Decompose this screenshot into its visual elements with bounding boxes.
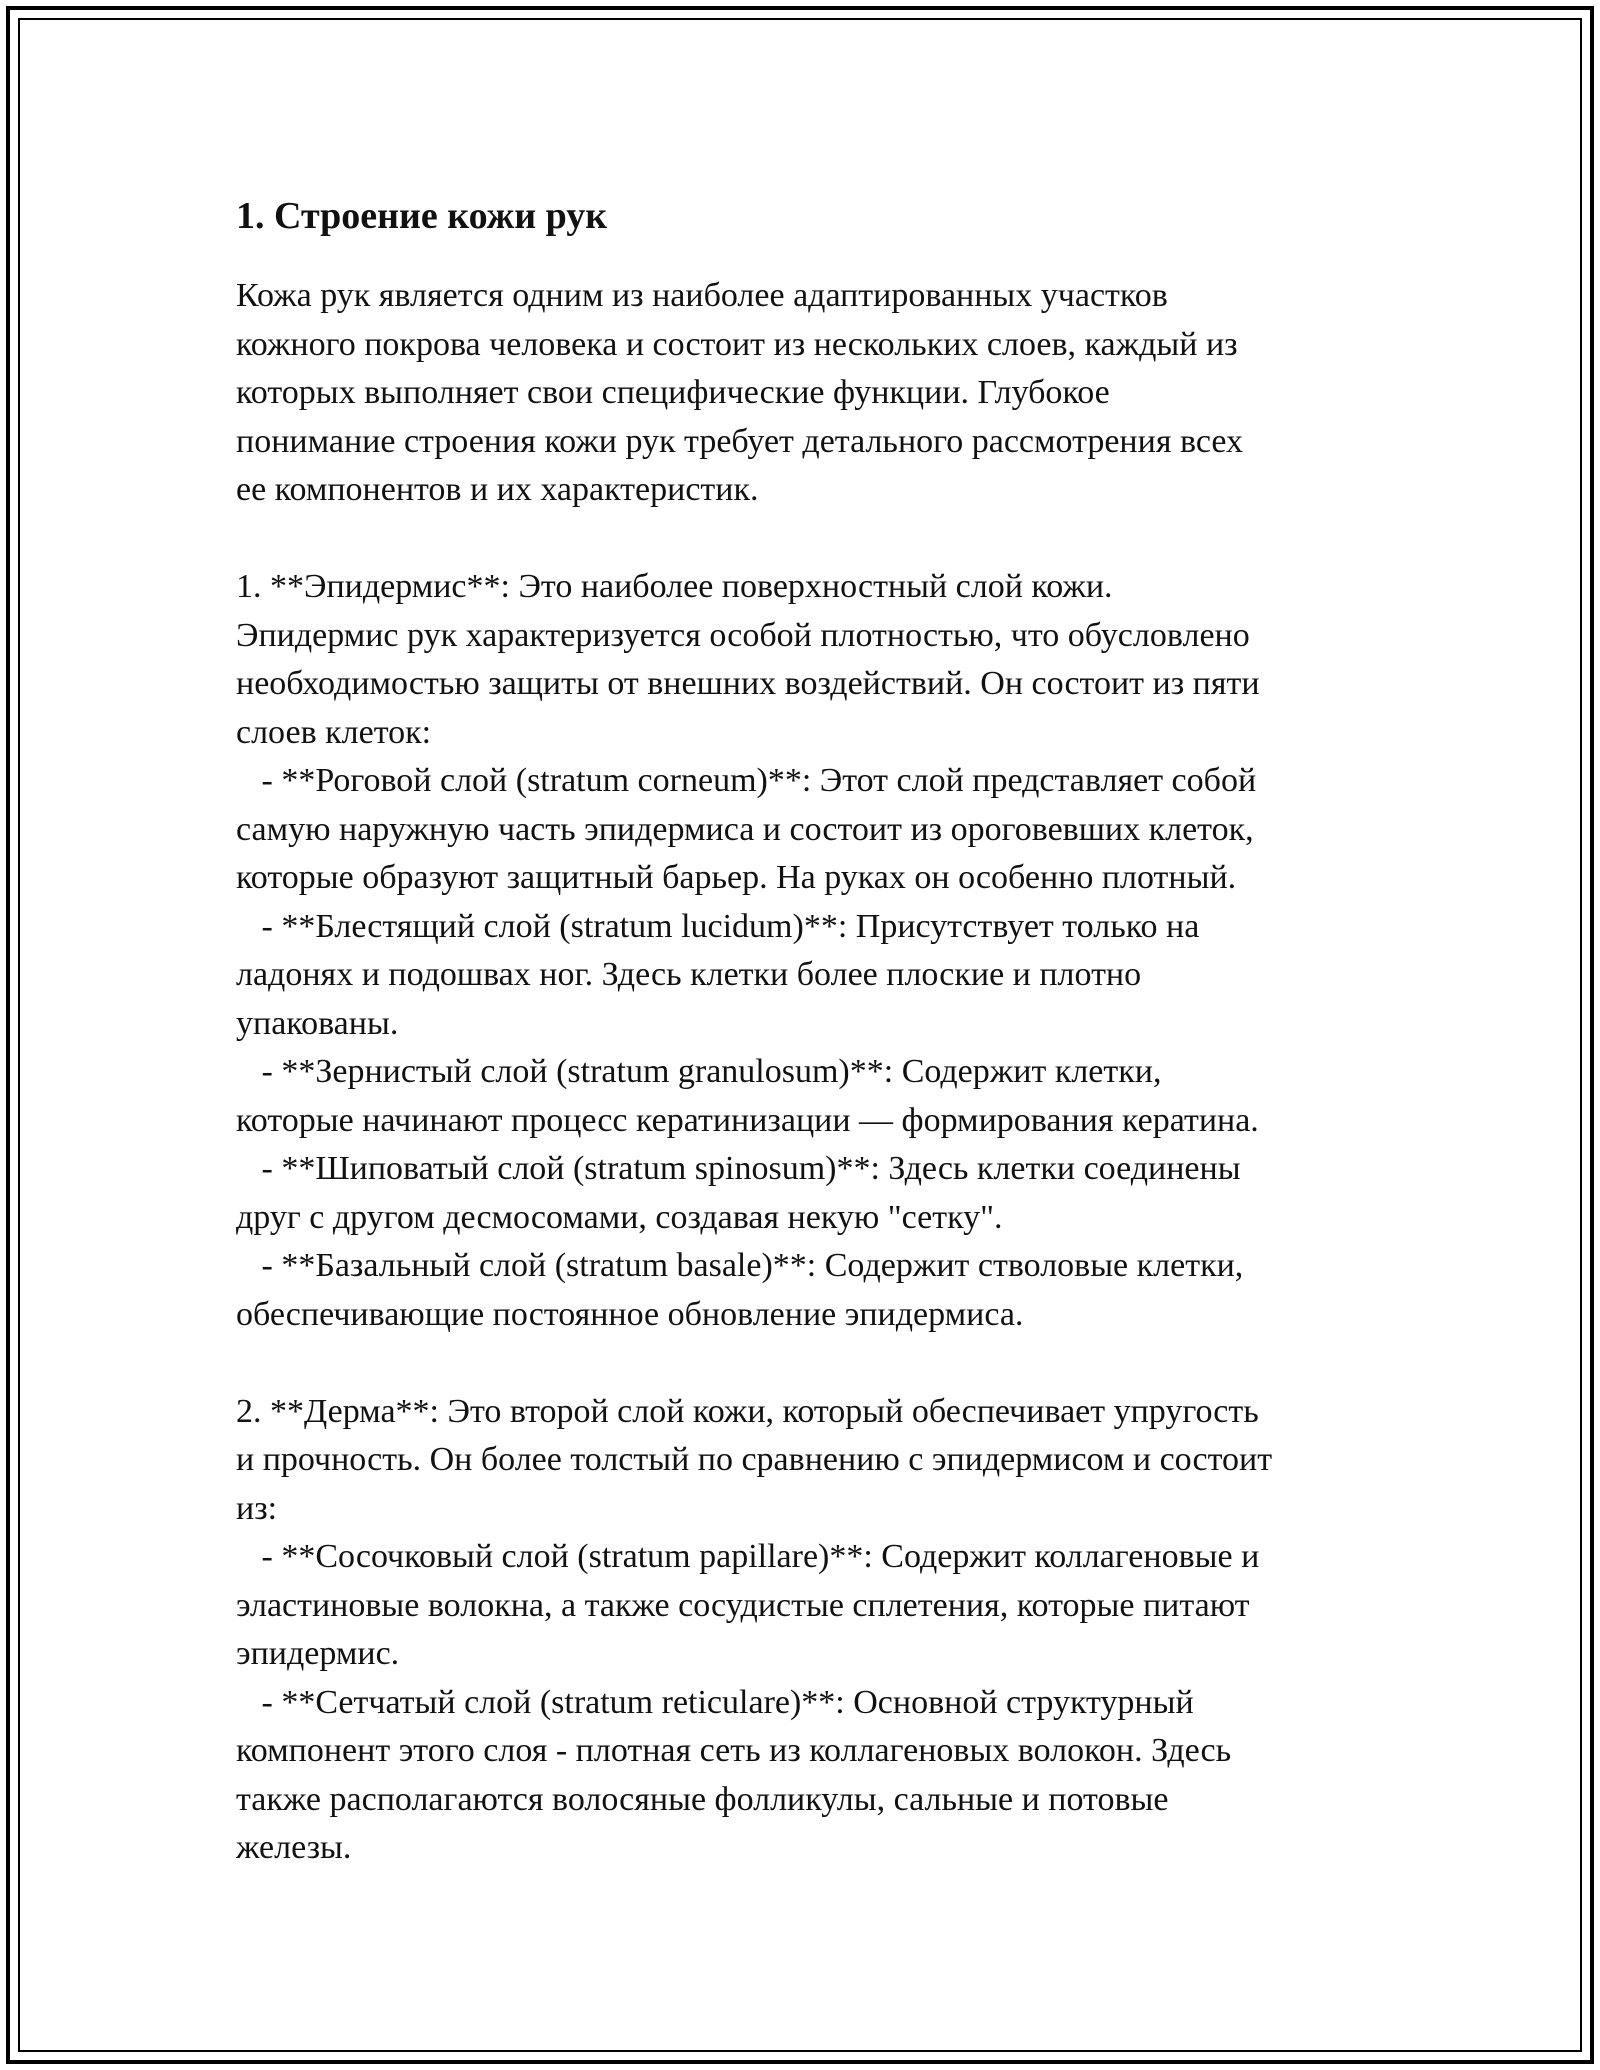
text-line: обеспечивающие постоянное обновление эпидермиса. (236, 1295, 1024, 1333)
text-line: - **Роговой слой (stratum corneum)**: Этот слой представляет собой (236, 762, 1257, 799)
text-line: ее компонентов и их характеристик. (236, 471, 759, 508)
text-line: самую наружную часть эпидермиса и состоит из ороговевших клеток, (236, 810, 1254, 848)
text-line: ладонях и подошвах ног. Здесь клетки более плоские и плотно (236, 956, 1142, 993)
text-line: 2. **Дерма**: Это второй слой кожи, который обеспечивает упругость (236, 1392, 1259, 1430)
text-line: также располагаются волосяные фолликулы, сальные и потовые (236, 1780, 1169, 1818)
text-line: железы. (236, 1829, 352, 1866)
text-line: понимание строения кожи рук требует детального рассмотрения всех (236, 422, 1243, 460)
text-line: 1. **Эпидермис**: Это наиболее поверхностный слой кожи. (236, 568, 1113, 605)
text-line: компонент этого слоя - плотная сеть из коллагеновых волокон. Здесь (236, 1732, 1232, 1769)
text-line: - **Сосочковый слой (stratum papillare)**: Содержит коллагеновые и (236, 1538, 1260, 1575)
text-line: - **Шиповатый слой (stratum spinosum)**: Здесь клетки соединены (236, 1150, 1241, 1187)
text-line: эластиновые волокна, а также сосудистые сплетения, которые питают (236, 1586, 1250, 1624)
text-line: необходимостью защиты от внешних воздействий. Он состоит из пяти (236, 665, 1260, 702)
text-line: - **Сетчатый слой (stratum reticulare)**: Основной структурный (236, 1683, 1194, 1721)
blank-line (236, 1339, 1386, 1388)
text-line: друг с другом десмосомами, создавая некую "сетку". (236, 1198, 1003, 1236)
text-line: из: (236, 1489, 278, 1527)
text-line: - **Блестящий слой (stratum lucidum)**: Присутствует только на (236, 907, 1200, 945)
document-page (236, 192, 1386, 1873)
text-line: Эпидермис рук характеризуется особой плотностью, что обусловлено (236, 616, 1250, 654)
text-line: кожного покрова человека и состоит из нескольких слоев, каждый из (236, 325, 1238, 363)
text-line: слоев клеток: (236, 713, 432, 751)
text-line: которые образуют защитный барьер. На руках он особенно плотный. (236, 859, 1237, 896)
text-line: которых выполняет свои специфические функции. Глубокое (236, 374, 1110, 411)
text-line: - **Зернистый слой (stratum granulosum)**: Содержит клетки, (236, 1053, 1162, 1090)
blank-line (236, 515, 1386, 564)
text-line: Кожа рук является одним из наиболее адаптированных участков (236, 277, 1168, 314)
section-heading: 1. Строение кожи рук (236, 195, 608, 237)
text-line: упакованы. (236, 1004, 399, 1042)
text-line: - **Базальный слой (stratum basale)**: Содержит стволовые клетки, (236, 1247, 1244, 1284)
text-line: и прочность. Он более толстый по сравнению с эпидермисом и состоит (236, 1441, 1273, 1478)
document-body (236, 272, 1386, 1873)
text-line: эпидермис. (236, 1635, 400, 1672)
text-line: которые начинают процесс кератинизации — формирования кератина. (236, 1101, 1259, 1139)
